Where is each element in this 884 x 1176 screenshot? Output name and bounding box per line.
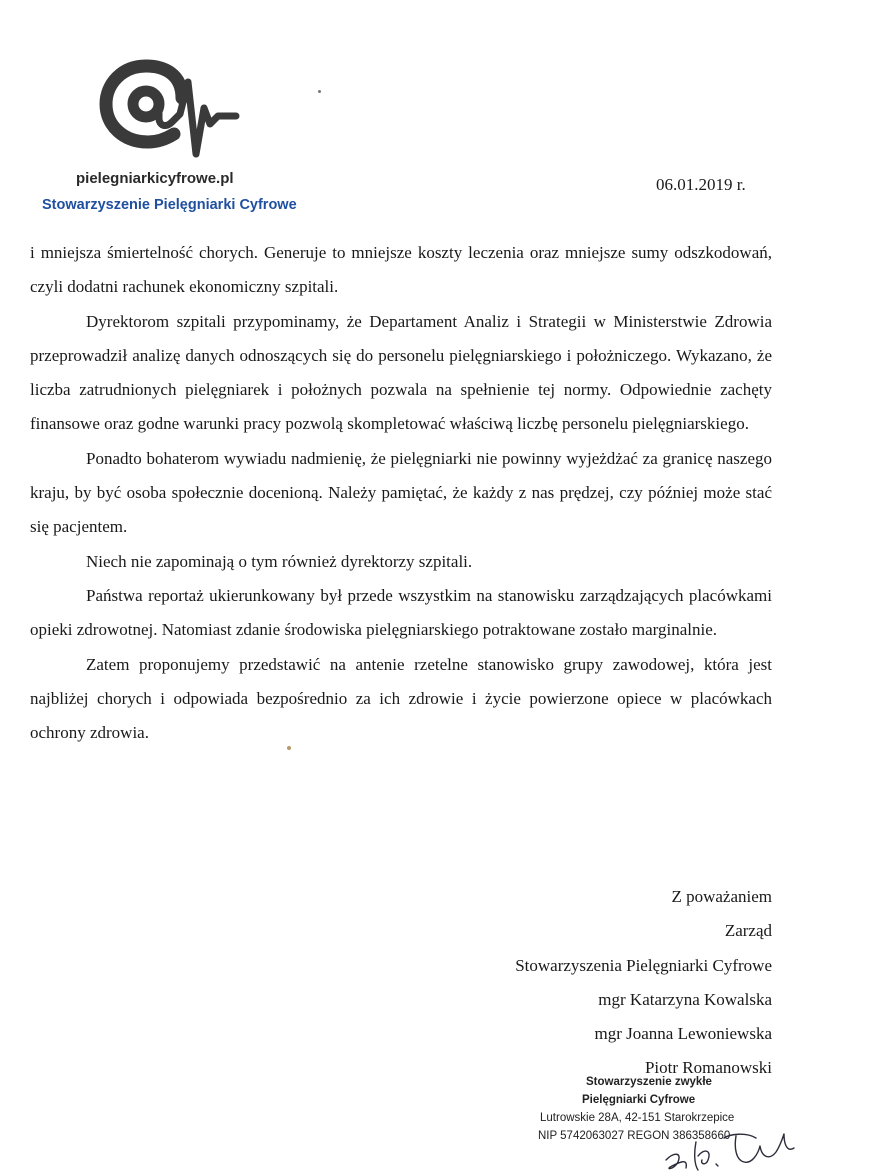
paragraph-1: i mniejsza śmiertelność chorych. Generuje to mniejsze koszty leczenia oraz mniejsze sumy odszkodowań, czyli dodatni rachunek ekonomiczny szpitali.: [30, 243, 772, 297]
signer-name: mgr Katarzyna Kowalska: [598, 989, 772, 1009]
letter-body: [30, 236, 772, 750]
stamp-line: Lutrowskie 28A, 42-151 Starokrzepice: [540, 1112, 735, 1124]
paragraph-6: Zatem proponujemy przedstawić na antenie rzetelne stanowisko grupy zawodowej, która jest najbliżej chorych i odpowiada bezpośrednio za ich zdrowie i życie powierzone opiece w placówkach ochrony zdrowia.: [30, 654, 772, 743]
closing-board: Zarząd: [724, 921, 772, 941]
scan-speck: [287, 746, 291, 750]
signer-name: Piotr Romanowski: [644, 1058, 772, 1078]
stamp-line: NIP 5742063027 REGON 386358660: [538, 1130, 731, 1142]
stamp-line: Pielęgniarki Cyfrowe: [582, 1094, 696, 1106]
at-heartbeat-logo-icon: [96, 58, 256, 170]
stamp-line: Stowarzyszenie zwykłe: [586, 1076, 712, 1088]
letterhead-logo: [42, 58, 316, 218]
signer-name: mgr Joanna Lewoniewska: [594, 1024, 772, 1044]
paragraph-4: Niech nie zapominają o tym również dyrektorzy szpitali.: [86, 551, 473, 571]
scan-speck: [318, 90, 321, 93]
paragraph-3: Ponadto bohaterom wywiadu nadmienię, że pielęgniarki nie powinny wyjeżdżać za granicę naszego kraju, by być osoba społecznie docenioną. Należy pamiętać, że każdy z nas prędzej, czy później może stać się pacjentem.: [30, 448, 772, 537]
logo-domain-text: pielegniarkicyfrowe.pl: [76, 170, 234, 187]
paragraph-5: Państwa reportaż ukierunkowany był przede wszystkim na stanowisku zarządzających placówkami opieki zdrowotnej. Natomiast zdanie środowiska pielęgniarskiego potraktowane zostało marginalnie.: [30, 585, 772, 640]
closing-block: [515, 880, 772, 1086]
logo-organization-name: Stowarzyszenie Pielęgniarki Cyfrowe: [42, 197, 297, 213]
letter-date: 06.01.2019 r.: [656, 175, 746, 194]
closing-greeting: Z poważaniem: [671, 887, 772, 906]
paragraph-2: Dyrektorom szpitali przypominamy, że Departament Analiz i Strategii w Ministerstwie Zdrowia przeprowadził analizę danych odnoszących się do personelu pielęgniarskiego i położniczego. Wykazano, że liczba zatrudnionych pielęgniarek i położnych pozwala na spełnienie tej normy. Odpowiednie zachęty finansowe oraz godne warunki pracy pozwolą skompletować właściwą liczbę personelu pielęgniarskiego.: [30, 311, 772, 434]
handwritten-signature: [660, 1112, 800, 1174]
closing-organization: Stowarzyszenia Pielęgniarki Cyfrowe: [515, 955, 772, 975]
